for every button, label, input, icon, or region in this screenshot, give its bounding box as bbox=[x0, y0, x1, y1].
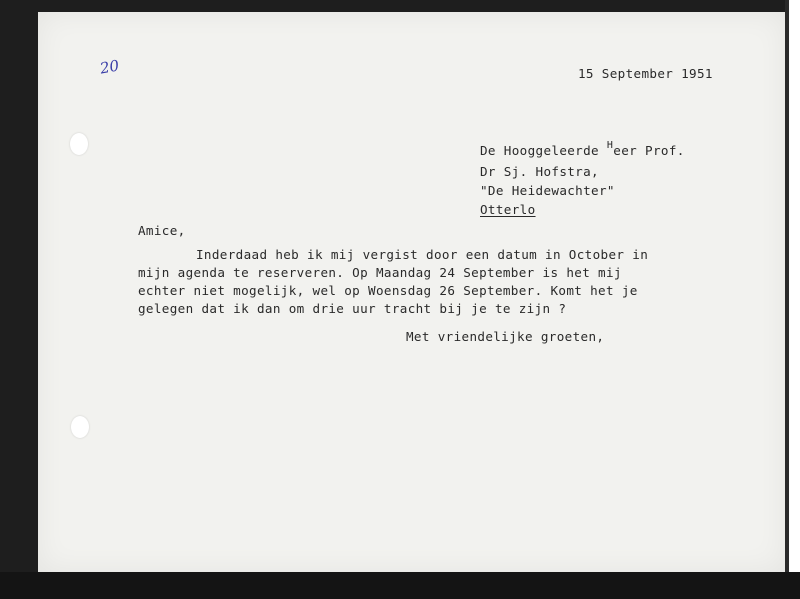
body-line-3: echter niet mogelijk, wel op Woensdag 26 September. Komt het je bbox=[138, 283, 638, 298]
body-line-2: mijn agenda te reserveren. Op Maandag 24 September is het mij bbox=[138, 265, 622, 280]
salutation: Amice, bbox=[138, 223, 186, 238]
letter-date: 15 September 1951 bbox=[578, 66, 713, 81]
address-line-3: "De Heidewachter" bbox=[480, 183, 615, 198]
address-line-2: Dr Sj. Hofstra, bbox=[480, 164, 599, 179]
address-line-1-pre: De Hooggeleerde bbox=[480, 143, 607, 158]
address-line-1-post: eer Prof. bbox=[613, 143, 685, 158]
address-line-4: Otterlo bbox=[480, 202, 536, 217]
address-line-1-sup: H bbox=[606, 140, 614, 151]
handwritten-annotation: 20 bbox=[98, 56, 121, 78]
address-line-1 bbox=[480, 141, 685, 162]
punch-hole-bottom bbox=[71, 416, 89, 438]
body-line-4: gelegen dat ik dan om drie uur tracht bij je te zijn ? bbox=[138, 301, 567, 316]
scan-edge-bottom bbox=[0, 572, 800, 599]
closing: Met vriendelijke groeten, bbox=[406, 329, 605, 344]
punch-hole-top bbox=[70, 133, 88, 155]
scan-edge-right bbox=[785, 0, 800, 599]
body-line-1: Inderdaad heb ik mij vergist door een datum in October in bbox=[196, 247, 649, 262]
